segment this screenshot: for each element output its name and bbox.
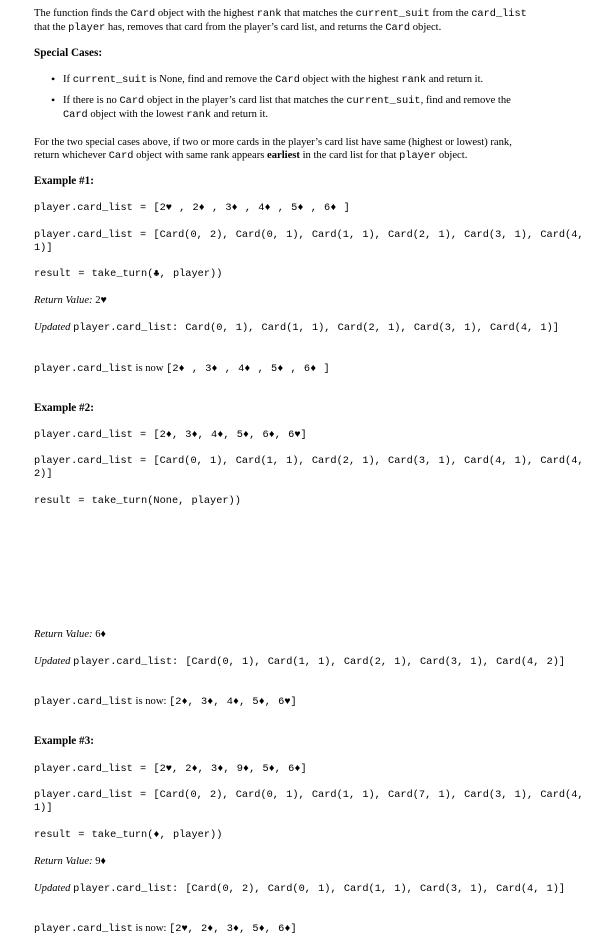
intro-text: has, removes that card from the player’s card list, and returns the [105,22,386,33]
return-label: Return Value: [34,629,93,640]
now-code: [2♥, 2♦, 3♦, 5♦, 6♦] [169,923,297,935]
updated-code: player.card_list: [Card(0, 2), Card(0, 1), Card(1, 1), Card(3, 1), Card(4, 1)] [73,883,566,895]
intro-text: object. [410,22,442,33]
code-card: Card [275,74,300,86]
example-card-objects: player.card_list = [Card(0, 2), Card(0, 1), Card(1, 1), Card(7, 1), Card(3, 1), Card(4, 1)] [34,789,591,814]
code-player: player [68,22,106,34]
code-rank: rank [186,109,211,121]
note-text: For the two special cases above, if two or more cards in the player’s card list have same (highest or lowest) rank, [34,137,512,148]
special-cases-heading: Special Cases: [34,47,103,59]
note-text: return whichever [34,150,109,161]
intro-paragraph [34,7,594,35]
example-card-objects: player.card_list = [Card(0, 1), Card(1, 1), Card(2, 1), Card(3, 1), Card(4, 1), Card(4, 2)] [34,455,591,480]
code-card: Card [63,109,88,121]
example-card-list: player.card_list = [2♥, 2♦, 3♦, 9♦, 5♦, 6♦] [34,763,307,775]
now-code: [2♦ , 3♦ , 4♦ , 5♦ , 6♦ ] [166,363,330,375]
note-text: object. [436,150,468,161]
example-now [34,695,594,709]
now-text: is now: [135,696,167,707]
case-text: If there is no [63,95,120,106]
example-updated [34,882,594,896]
example-return [34,294,594,307]
now-prefix: player.card_list [34,923,133,935]
example-call: result = take_turn(None, player)) [34,495,241,507]
example-now [34,922,594,936]
intro-text: The function finds the [34,8,131,19]
case-text: object in the player’s card list that matches the [144,95,347,106]
case-text: If [63,74,73,85]
updated-code: player.card_list: [Card(0, 1), Card(1, 1), Card(2, 1), Card(3, 1), Card(4, 2)] [73,656,566,668]
code-card: Card [130,8,156,20]
return-label: Return Value: [34,295,93,306]
now-prefix: player.card_list [34,696,133,708]
code-current-suit: current_suit [346,95,421,107]
note-text: in the card list for that [299,150,400,161]
special-case-item [34,94,594,122]
example-updated [34,321,594,335]
example-return [34,855,594,868]
special-case-item [34,73,594,87]
now-prefix: player.card_list [34,363,133,375]
case-text: object with the lowest [87,109,187,120]
example-now [34,362,594,376]
example-call: result = take_turn(♦, player)) [34,829,223,841]
example-card-list: player.card_list = [2♥ , 2♦ , 3♦ , 4♦ , 5♦ , 6♦ ] [34,202,350,214]
case-text: and return it. [426,74,484,85]
code-card: Card [385,22,411,34]
updated-label: Updated [34,322,71,333]
example-updated [34,655,594,669]
case-text: , find and remove the [420,95,511,106]
return-value: 2♥ [95,295,107,306]
intro-text: that matches the [281,8,356,19]
example-return [34,628,594,641]
example-card-objects: player.card_list = [Card(0, 2), Card(0, 1), Card(1, 1), Card(2, 1), Card(3, 1), Card(4, 1)] [34,229,591,254]
case-text: and return it. [211,109,269,120]
intro-text: object with the highest [155,8,257,19]
example-call: result = take_turn(♣, player)) [34,268,223,280]
code-rank: rank [401,74,427,86]
return-label: Return Value: [34,856,93,867]
updated-label: Updated [34,656,71,667]
code-current-suit: current_suit [72,74,147,86]
example-heading: Example #1: [34,175,94,187]
intro-text: that the [34,22,69,33]
now-code: [2♦, 3♦, 4♦, 5♦, 6♥] [169,696,297,708]
updated-label: Updated [34,883,71,894]
return-value: 9♦ [95,856,106,867]
special-cases-list [34,73,594,129]
now-text: is now: [135,923,167,934]
note-text: object with same rank appears [133,150,267,161]
example-heading: Example #2: [34,402,94,414]
emphasis-earliest: earliest [267,150,300,161]
intro-text: from the [429,8,472,19]
example-card-list: player.card_list = [2♦, 3♦, 4♦, 5♦, 6♦, 6♥] [34,429,307,441]
tie-break-note [34,136,594,163]
code-player: player [399,150,437,162]
code-card: Card [108,150,134,162]
code-card: Card [119,95,145,107]
updated-code: player.card_list: Card(0, 1), Card(1, 1), Card(2, 1), Card(3, 1), Card(4, 1)] [73,322,559,334]
now-text: is now [135,363,164,374]
example-heading: Example #3: [34,735,94,747]
code-current-suit: current_suit [355,8,430,20]
code-rank: rank [256,8,282,20]
case-text: object with the highest [299,74,402,85]
code-card-list: card_list [471,8,527,20]
return-value: 6♦ [95,629,106,640]
case-text: is None, find and remove the [146,74,276,85]
